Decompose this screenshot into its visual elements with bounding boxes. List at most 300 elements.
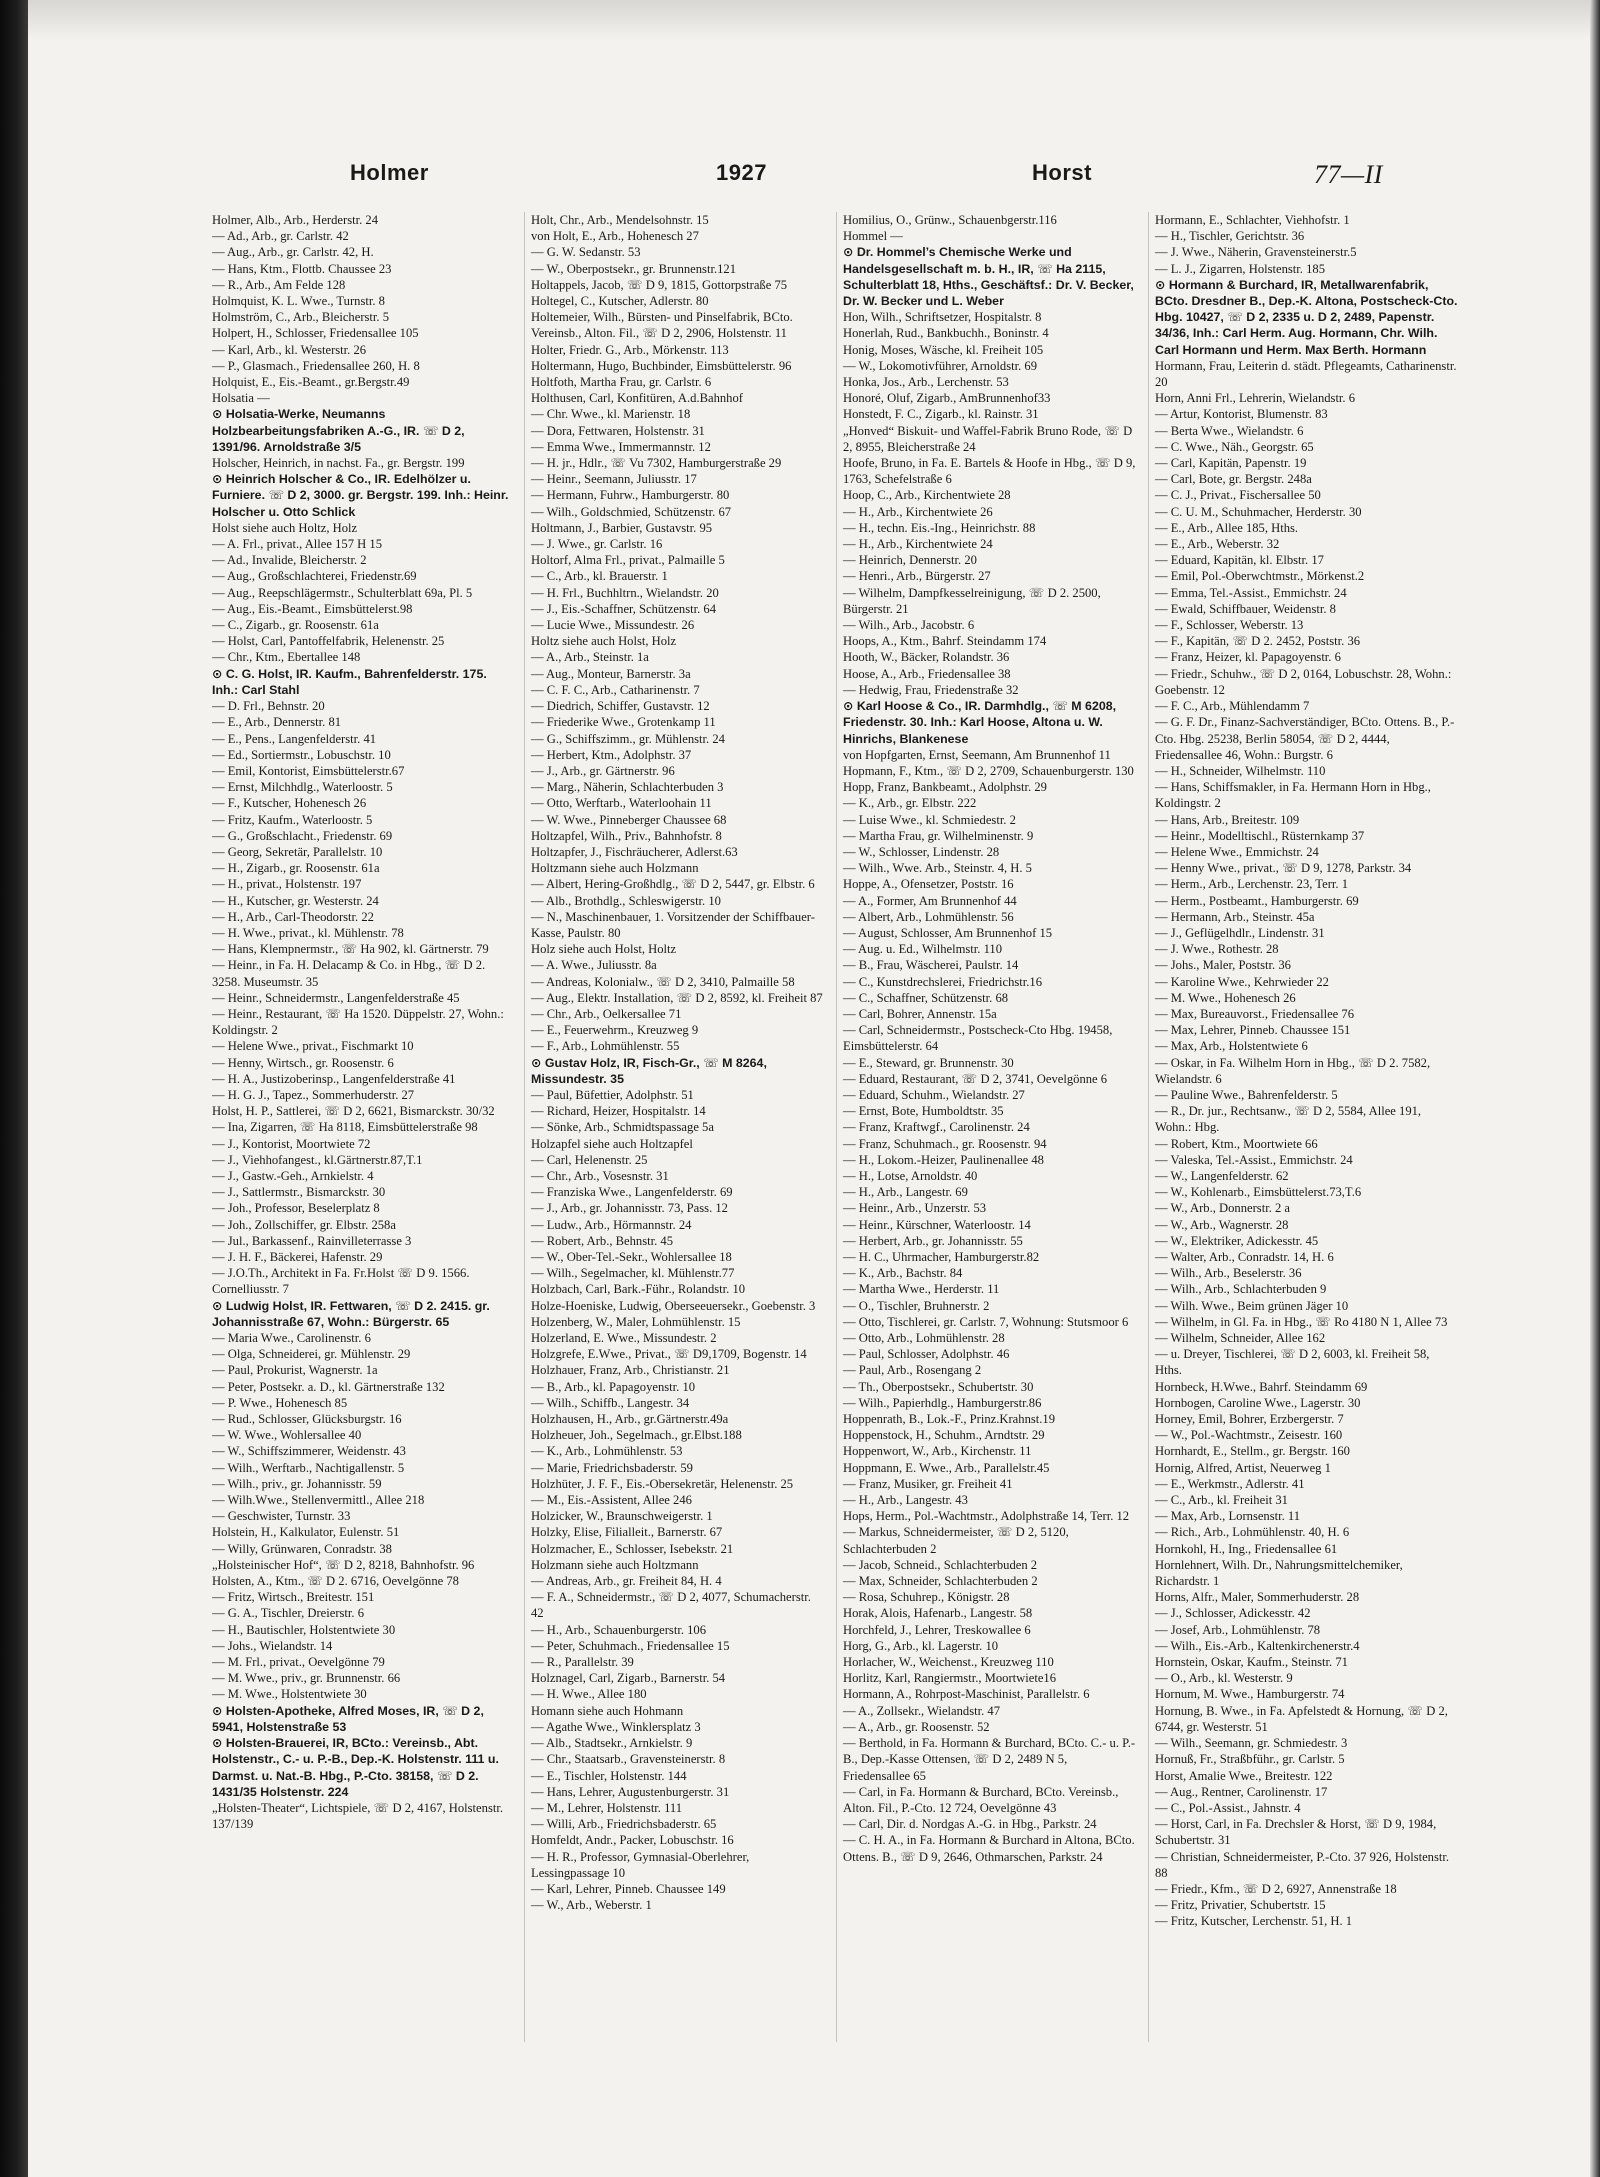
directory-entry: — Lucie Wwe., Missundestr. 26: [531, 618, 695, 633]
directory-entry: — M., Eis.-Assistent, Allee 246: [531, 1493, 692, 1508]
directory-entry: — K., Arb., Lohmühlenstr. 53: [531, 1444, 683, 1459]
directory-entry: Hoppmann, E. Wwe., Arb., Parallelstr.45: [843, 1460, 1050, 1475]
directory-entry: — J., Geflügelhdlr., Lindenstr. 31: [1155, 925, 1325, 940]
directory-entry: Holmer, Alb., Arb., Herderstr. 24: [212, 213, 378, 227]
directory-entry: — D. Frl., Behnstr. 20: [212, 699, 325, 714]
directory-entry: — Henri., Arb., Bürgerstr. 27: [843, 569, 991, 584]
directory-entry: ⊙ C. G. Holst, IR. Kaufm., Bahrenfelderstr. 175. Inh.: Carl Stahl: [212, 666, 487, 697]
directory-entry: — M., Lehrer, Holstenstr. 111: [531, 1800, 683, 1815]
directory-entry: ⊙ Hormann & Burchard, IR, Metallwarenfabrik, BCto. Dresdner B., Dep.-K. Altona, Postscheck-Cto. Hbg. 10427, ☏ D 2, 2335 u. D 2, 2489, Papenstr. 34/36, Inh.: Carl Herm. Aug. Hormann, Chr. Wilh. Carl Hormann und Herm. Max Berth. Hormann: [1155, 277, 1458, 357]
directory-entry: — C., Zigarb., gr. Roosenstr. 61a: [212, 618, 379, 633]
page-header: [112, 160, 1542, 196]
directory-entry: — Berta Wwe., Wielandstr. 6: [1155, 423, 1304, 438]
directory-entry: Holtzapfer, J., Fischräucherer, Adlerst.63: [531, 844, 738, 859]
directory-entry: — Fritz, Privatier, Schubertstr. 15: [1155, 1898, 1326, 1913]
directory-entry: — Carl, Kapitän, Papenstr. 19: [1155, 456, 1307, 471]
directory-entry: — Willi, Arb., Friedrichsbaderstr. 65: [531, 1817, 717, 1832]
directory-entry: — J. H. F., Bäckerei, Hafenstr. 29: [212, 1250, 383, 1264]
directory-entry: — C. H. A., in Fa. Hormann & Burchard in Altona, BCto. Ottens. B., ☏ D 9, 2646, Othmarschen, Parkstr. 24: [843, 1833, 1135, 1864]
directory-entry: — Wilh., Wwe. Arb., Steinstr. 4, H. 5: [843, 861, 1032, 876]
directory-entry: — H. jr., Hdlr., ☏ Vu 7302, Hamburgerstraße 29: [531, 456, 782, 471]
directory-entry: — Ad., Arb., gr. Carlstr. 42: [212, 229, 349, 244]
directory-entry: — J., Sattlermstr., Bismarckstr. 30: [212, 1185, 386, 1200]
directory-entry: — Hermann, Arb., Steinstr. 45a: [1155, 909, 1315, 924]
directory-entry: Hoppenstock, H., Schuhm., Arndtstr. 29: [843, 1428, 1045, 1443]
directory-entry: Holzgrefe, E.Wwe., Privat., ☏ D9,1709, Bogenstr. 14: [531, 1347, 807, 1362]
directory-entry: — Martha Frau, gr. Wilhelminenstr. 9: [843, 828, 1034, 843]
directory-entry: — Johs., Wielandstr. 14: [212, 1638, 333, 1653]
directory-entry: — G. F. Dr., Finanz-Sachverständiger, BCto. Ottens. B., P.-Cto. Hbg. 25238, Berlin 58054, ☏ D 2, 4444, Friedensallee 46, Wohn.: Burgstr. 6: [1155, 715, 1455, 762]
directory-entry: — Hans, Ktm., Flottb. Chaussee 23: [212, 261, 392, 276]
directory-entry: — M. Wwe., priv., gr. Brunnenstr. 66: [212, 1671, 401, 1686]
header-first-name: Holmer: [350, 160, 429, 185]
directory-entry: — Heinr., Modelltischl., Rüsternkamp 37: [1155, 828, 1365, 843]
directory-entry: — Albert, Hering-Großhdlg., ☏ D 2, 5447, gr. Elbstr. 6: [531, 877, 815, 892]
directory-entry: Hornlehnert, Wilh. Dr., Nahrungsmittelchemiker, Richardstr. 1: [1155, 1557, 1403, 1589]
directory-entry: — M. Wwe., Hohenesch 26: [1155, 990, 1296, 1005]
directory-entry: — Herbert, Arb., gr. Johannisstr. 55: [843, 1233, 1023, 1248]
directory-entry: — Maria Wwe., Carolinenstr. 6: [212, 1331, 371, 1346]
directory-entry: — Rud., Schlosser, Glücksburgstr. 16: [212, 1412, 402, 1427]
directory-entry: — Paul, Arb., Rosengang 2: [843, 1363, 982, 1378]
directory-entry: — C., Arb., kl. Brauerstr. 1: [531, 569, 668, 584]
directory-entry: — Aug. u. Ed., Wilhelmstr. 110: [843, 942, 1003, 957]
directory-entry: — Helene Wwe., privat., Fischmarkt 10: [212, 1039, 414, 1054]
directory-entry: — Georg, Sekretär, Parallelstr. 10: [212, 844, 383, 859]
directory-entry: — Aug., Großschlachterei, Friedenstr.69: [212, 569, 417, 584]
directory-entry: — Agathe Wwe., Winklersplatz 3: [531, 1719, 701, 1734]
directory-entry: — J., Gastw.-Geh., Arnkielstr. 4: [212, 1168, 374, 1183]
directory-entry: — G. A., Tischler, Dreierstr. 6: [212, 1606, 365, 1621]
directory-entry: Hornum, M. Wwe., Hamburgerstr. 74: [1155, 1687, 1345, 1702]
directory-entry: — R., Parallelstr. 39: [531, 1655, 634, 1670]
directory-entry: — Henny, Wirtsch., gr. Roosenstr. 6: [212, 1055, 394, 1070]
directory-entry: — A., Former, Am Brunnenhof 44: [843, 893, 1017, 908]
directory-entry: — Friedr., Kfm., ☏ D 2, 6927, Annenstraße 18: [1155, 1881, 1397, 1896]
directory-entry: Hoppe, A., Ofensetzer, Poststr. 16: [843, 877, 1014, 892]
directory-entry: — Franz, Kraftwgf., Carolinenstr. 24: [843, 1120, 1030, 1135]
directory-entry: — A. Frl., privat., Allee 157 H 15: [212, 537, 383, 552]
directory-entry: — Franz, Schuhmach., gr. Roosenstr. 94: [843, 1136, 1047, 1151]
directory-entry: — C. F. C., Arb., Catharinenstr. 7: [531, 682, 700, 697]
directory-entry: Hornung, B. Wwe., in Fa. Apfelstedt & Hornung, ☏ D 2, 6744, gr. Westerstr. 51: [1155, 1703, 1448, 1734]
directory-entry: — Chr., Arb., Vosesnstr. 31: [531, 1168, 669, 1183]
directory-entry: Holtfoth, Martha Frau, gr. Carlstr. 6: [531, 375, 712, 390]
directory-entry: — Hedwig, Frau, Friedenstraße 32: [843, 682, 1019, 697]
directory-entry: — Paul, Büfettier, Adolphstr. 51: [531, 1087, 694, 1102]
directory-entry: von Holt, E., Arb., Hohenesch 27: [531, 229, 699, 244]
directory-entry: Holsatia —: [212, 391, 270, 406]
directory-entry: — R., Dr. jur., Rechtsanw., ☏ D 2, 5584, Allee 191, Wohn.: Hbg.: [1155, 1104, 1422, 1135]
directory-entry: — Karl, Arb., kl. Westerstr. 26: [212, 342, 367, 357]
directory-entry: — Eduard, Restaurant, ☏ D 2, 3741, Oevelgönne 6: [843, 1071, 1108, 1086]
directory-entry: Holzicker, W., Braunschweigerstr. 1: [531, 1509, 713, 1524]
directory-entry: — A., Zollsekr., Wielandstr. 47: [843, 1703, 1001, 1718]
directory-entry: — Hans, Arb., Breitestr. 109: [1155, 812, 1300, 827]
directory-entry: Homilius, O., Grünw., Schauenbgerstr.116: [843, 213, 1057, 227]
directory-entry: — Wilhelm, Dampfkesselreinigung, ☏ D 2. 2500, Bürgerstr. 21: [843, 585, 1101, 616]
directory-entry: — H., Arb., Carl-Theodorstr. 22: [212, 909, 374, 924]
directory-entry: — E., Arb., Weberstr. 32: [1155, 537, 1280, 552]
directory-entry: — Chr., Staatsarb., Gravensteinerstr. 8: [531, 1752, 726, 1767]
directory-entry: Holtmann, J., Barbier, Gustavstr. 95: [531, 520, 713, 535]
directory-entry: — L. J., Zigarren, Holstenstr. 185: [1155, 261, 1325, 276]
directory-entry: — Heinr., Schneidermstr., Langenfelderstraße 45: [212, 990, 460, 1005]
directory-entry: Holthusen, Carl, Konfitüren, A.d.Bahnhof: [531, 391, 743, 406]
directory-entry: — Carl, Schneidermstr., Postscheck-Cto Hbg. 19458, Eimsbüttelerstr. 64: [843, 1023, 1113, 1054]
directory-entry: — Wilh., Segelmacher, kl. Mühlenstr.77: [531, 1266, 735, 1281]
directory-entry: — Chr., Ktm., Ebertallee 148: [212, 650, 361, 665]
directory-entry: Hommel —: [843, 229, 903, 244]
directory-entry: — Geschwister, Turnstr. 33: [212, 1509, 351, 1524]
directory-entry: — H., Kutscher, gr. Westerstr. 24: [212, 893, 379, 908]
directory-entry: — W. Wwe., Pinneberger Chaussee 68: [531, 812, 727, 827]
directory-entry: Hormann, E., Schlachter, Viehhofstr. 1: [1155, 213, 1350, 227]
directory-column-3: [836, 212, 1136, 2042]
directory-entry: — Diedrich, Schiffer, Gustavstr. 12: [531, 699, 710, 714]
directory-entry: Hoop, C., Arb., Kirchentwiete 28: [843, 488, 1011, 503]
directory-entry: — E., Pens., Langenfelderstr. 41: [212, 731, 377, 746]
header-page-number: 77—II: [1314, 160, 1383, 189]
directory-entry: — Peter, Schuhmach., Friedensallee 15: [531, 1638, 730, 1653]
directory-entry: — Wilh., Arb., Schlachterbuden 9: [1155, 1282, 1327, 1297]
directory-entry: — Oskar, in Fa. Wilhelm Horn in Hbg., ☏ D 2. 7582, Wielandstr. 6: [1155, 1055, 1431, 1086]
directory-entry: Holzhausen, H., Arb., gr.Gärtnerstr.49a: [531, 1412, 729, 1427]
directory-entry: — A. Wwe., Juliusstr. 8a: [531, 958, 657, 973]
directory-entry: — H., techn. Eis.-Ing., Heinrichstr. 88: [843, 520, 1036, 535]
directory-entry: — Karoline Wwe., Kehrwieder 22: [1155, 974, 1329, 989]
directory-entry: — Eduard, Kapitän, kl. Elbstr. 17: [1155, 553, 1324, 568]
directory-entry: von Hopfgarten, Ernst, Seemann, Am Brunnenhof 11: [843, 747, 1111, 762]
directory-entry: — Willy, Grünwaren, Conradstr. 38: [212, 1541, 392, 1556]
scan-edge-left: [0, 0, 28, 2177]
directory-entry: — B., Frau, Wäscherei, Paulstr. 14: [843, 958, 1019, 973]
directory-entry: Hoose, A., Arb., Friedensallee 38: [843, 666, 1011, 681]
directory-entry: — Herm., Postbeamt., Hamburgerstr. 69: [1155, 893, 1359, 908]
directory-entry: — Walter, Arb., Conradstr. 14, H. 6: [1155, 1250, 1334, 1264]
directory-entry: ⊙ Heinrich Holscher & Co., IR. Edelhölzer u. Furniere. ☏ D 2, 3000. gr. Bergstr. 199. Inh.: Heinr. Holscher u. Otto Schlick: [212, 472, 509, 519]
directory-entry: — Peter, Postsekr. a. D., kl. Gärtnerstraße 132: [212, 1379, 445, 1394]
directory-entry: — Carl, Dir. d. Nordgas A.-G. in Hbg., Parkstr. 24: [843, 1817, 1097, 1832]
directory-entry: — C., Schaffner, Schützenstr. 68: [843, 990, 1009, 1005]
directory-entry: — Franz, Heizer, kl. Papagoyenstr. 6: [1155, 650, 1341, 665]
directory-entry: Hon, Wilh., Schriftsetzer, Hospitalstr. 8: [843, 310, 1042, 325]
directory-entry: — Helene Wwe., Emmichstr. 24: [1155, 844, 1319, 859]
directory-entry: Hornhardt, E., Stellm., gr. Bergstr. 160: [1155, 1444, 1350, 1459]
directory-entry: — H., Zigarb., gr. Roosenstr. 61a: [212, 861, 380, 876]
directory-entry: — J., Viehhofangest., kl.Gärtnerstr.87,T.1: [212, 1152, 423, 1167]
directory-entry: Hops, Herm., Pol.-Wachtmstr., Adolphstraße 14, Terr. 12: [843, 1509, 1130, 1524]
directory-entry: — N., Maschinenbauer, 1. Vorsitzender der Schiffbauer-Kasse, Paulstr. 80: [531, 909, 815, 940]
directory-columns: [112, 212, 1542, 2042]
directory-entry: — W., Lokomotivführer, Arnoldstr. 69: [843, 358, 1037, 373]
directory-entry: Horchfeld, J., Lehrer, Treskowallee 6: [843, 1622, 1031, 1637]
directory-entry: — H., Bautischler, Holstentwiete 30: [212, 1622, 396, 1637]
directory-entry: Hormann, Frau, Leiterin d. städt. Pflegeamts, Catharinenstr. 20: [1155, 358, 1457, 390]
directory-entry: — H. A., Justizoberinsp., Langenfelderstraße 41: [212, 1071, 456, 1086]
directory-entry: — Herm., Arb., Lerchenstr. 23, Terr. 1: [1155, 877, 1348, 892]
directory-page: [112, 160, 1542, 2060]
directory-entry: — Jul., Barkassenf., Rainvilleterrasse 3: [212, 1233, 412, 1248]
directory-entry: — Otto, Werftarb., Waterloohain 11: [531, 796, 712, 811]
directory-entry: — Wilh.Wwe., Stellenvermittl., Allee 218: [212, 1493, 425, 1508]
directory-entry: Holtermann, Hugo, Buchbinder, Eimsbüttelerstr. 96: [531, 358, 792, 373]
directory-entry: — Friedr., Schuhw., ☏ D 2, 0164, Lobuschstr. 28, Wohn.: Goebenstr. 12: [1155, 666, 1452, 697]
directory-entry: „Holsteinischer Hof“, ☏ D 2, 8218, Bahnhofstr. 96: [212, 1557, 475, 1572]
directory-entry: — C., Pol.-Assist., Jahnstr. 4: [1155, 1800, 1301, 1815]
directory-entry: — Ed., Sortiermstr., Lobuschstr. 10: [212, 747, 391, 762]
directory-entry: Horney, Emil, Bohrer, Erzbergerstr. 7: [1155, 1412, 1344, 1427]
header-year: 1927: [716, 160, 767, 185]
directory-entry: Horg, G., Arb., kl. Lagerstr. 10: [843, 1638, 999, 1653]
directory-entry: „Honved“ Biskuit- und Waffel-Fabrik Bruno Rode, ☏ D 2, 8955, Bleicherstraße 24: [843, 423, 1133, 454]
directory-entry: Horak, Alois, Hafenarb., Langestr. 58: [843, 1606, 1033, 1621]
directory-entry: — Sönke, Arb., Schmidtspassage 5a: [531, 1120, 714, 1135]
directory-entry: Horns, Alfr., Maler, Sommerhuderstr. 28: [1155, 1590, 1360, 1605]
directory-entry: — Fritz, Kaufm., Waterloostr. 5: [212, 812, 373, 827]
directory-entry: Holquist, E., Eis.-Beamt., gr.Bergstr.49: [212, 375, 410, 390]
directory-entry: — J., Eis.-Schaffner, Schützenstr. 64: [531, 601, 716, 616]
directory-entry: — E., Tischler, Holstenstr. 144: [531, 1768, 687, 1783]
directory-entry: — Eduard, Schuhm., Wielandstr. 27: [843, 1087, 1025, 1102]
directory-entry: — W., Arb., Weberstr. 1: [531, 1898, 652, 1913]
scan-top-shadow: [28, 0, 1600, 40]
directory-entry: ⊙ Holsten-Apotheke, Alfred Moses, IR, ☏ D 2, 5941, Holstenstraße 53: [212, 1703, 484, 1734]
directory-entry: — Valeska, Tel.-Assist., Emmichstr. 24: [1155, 1152, 1353, 1167]
directory-entry: — F., Schlosser, Weberstr. 13: [1155, 618, 1304, 633]
directory-entry: — Chr. Wwe., kl. Marienstr. 18: [531, 407, 691, 422]
directory-entry: — C. Wwe., Näh., Georgstr. 65: [1155, 439, 1314, 454]
directory-entry: — Wilh., Arb., Jacobstr. 6: [843, 618, 975, 633]
directory-entry: ⊙ Holsten-Brauerei, IR, BCto.: Vereinsb., Abt. Holstenstr., C.- u. P.-B., Dep.-K. Holstenstr. 111 u. Darmst. u. Nat.-B. Hbg., P.-Cto. 38158, ☏ D 2. 1431/35 Holstenstr. 224: [212, 1736, 499, 1799]
directory-entry: Holzhüter, J. F. F., Eis.-Obersekretär, Helenenstr. 25: [531, 1476, 794, 1491]
directory-entry: — H., Lotse, Arnoldstr. 40: [843, 1168, 978, 1183]
directory-entry: ⊙ Gustav Holz, IR, Fisch-Gr., ☏ M 8264, Missundestr. 35: [531, 1055, 767, 1086]
directory-entry: — C., Arb., kl. Freiheit 31: [1155, 1493, 1288, 1508]
directory-entry: — A., Arb., Steinstr. 1a: [531, 650, 649, 665]
directory-entry: — E., Arb., Dennerstr. 81: [212, 715, 342, 730]
directory-entry: Holznagel, Carl, Zigarb., Barnerstr. 54: [531, 1671, 726, 1686]
directory-entry: ⊙ Holsatia-Werke, Neumanns Holzbearbeitungsfabriken A.-G., IR. ☏ D 2, 1391/96. Arnoldstraße 3/5: [212, 407, 465, 454]
directory-entry: — Christian, Schneidermeister, P.-Cto. 37 926, Holstenstr. 88: [1155, 1849, 1450, 1880]
directory-entry: — Hans, Lehrer, Augustenburgerstr. 31: [531, 1784, 730, 1799]
directory-entry: ⊙ Dr. Hommel’s Chemische Werke und Handelsgesellschaft m. b. H., IR, ☏ Ha 2115, Schulterblatt 18, Hths., Geschäftsf.: Dr. V. Becker, Dr. W. Becker und L. Weber: [843, 245, 1134, 309]
directory-entry: — W., Schlosser, Lindenstr. 28: [843, 844, 1000, 859]
directory-entry: — J. Wwe., Rothestr. 28: [1155, 942, 1279, 957]
directory-entry: — H. G. J., Tapez., Sommerhuderstr. 27: [212, 1087, 415, 1102]
directory-entry: — H. Wwe., Allee 180: [531, 1687, 647, 1702]
directory-entry: — Emil, Kontorist, Eimsbüttelerstr.67: [212, 763, 405, 778]
directory-entry: — E., Steward, gr. Brunnenstr. 30: [843, 1055, 1014, 1070]
directory-entry: — H., privat., Holstenstr. 197: [212, 877, 362, 892]
directory-entry: — Marie, Friedrichsbaderstr. 59: [531, 1460, 693, 1475]
directory-entry: — Max, Bureauvorst., Friedensallee 76: [1155, 1006, 1355, 1021]
directory-entry: — Henny Wwe., privat., ☏ D 9, 1278, Parkstr. 34: [1155, 861, 1412, 876]
header-last-name: Horst: [1032, 160, 1092, 185]
directory-entry: — Hans, Klempnermstr., ☏ Ha 902, kl. Gärtnerstr. 79: [212, 942, 489, 957]
directory-entry: Hornbeck, H.Wwe., Bahrf. Steindamm 69: [1155, 1379, 1368, 1394]
directory-entry: Horlacher, W., Weichenst., Kreuzweg 110: [843, 1655, 1054, 1670]
directory-entry: Homfeldt, Andr., Packer, Lobuschstr. 16: [531, 1833, 734, 1848]
directory-entry: — Ina, Zigarren, ☏ Ha 8118, Eimsbüttelerstraße 98: [212, 1120, 478, 1135]
directory-entry: — H., Schneider, Wilhelmstr. 110: [1155, 763, 1326, 778]
directory-entry: — F., Kutscher, Hohenesch 26: [212, 796, 367, 811]
directory-entry: — J., Kontorist, Moortwiete 72: [212, 1136, 371, 1151]
directory-entry: — G., Großschlacht., Friedenstr. 69: [212, 828, 393, 843]
directory-entry: Holstein, H., Kalkulator, Eulenstr. 51: [212, 1525, 400, 1540]
directory-entry: Honstedt, F. C., Zigarb., kl. Rainstr. 31: [843, 407, 1039, 422]
directory-entry: — H., Arb., Schauenburgerstr. 106: [531, 1622, 707, 1637]
directory-entry: — F. A., Schneidermstr., ☏ D 2, 4077, Schumacherstr. 42: [531, 1590, 811, 1621]
directory-entry: — Andreas, Kolonialw., ☏ D 2, 3410, Palmaille 58: [531, 974, 795, 989]
directory-entry: — Th., Oberpostsekr., Schubertstr. 30: [843, 1379, 1034, 1394]
directory-entry: — H., Lokom.-Heizer, Paulinenallee 48: [843, 1152, 1044, 1167]
directory-entry: Holmquist, K. L. Wwe., Turnstr. 8: [212, 294, 385, 309]
directory-entry: — W., Langenfelderstr. 62: [1155, 1168, 1289, 1183]
directory-entry: — H. Frl., Buchhltrn., Wielandstr. 20: [531, 585, 719, 600]
directory-entry: Holzenberg, W., Maler, Lohmühlenstr. 15: [531, 1314, 741, 1329]
directory-entry: — Carl, Bote, gr. Bergstr. 248a: [1155, 472, 1312, 487]
scan-edge-right: [1590, 0, 1600, 2177]
directory-entry: — Dora, Fettwaren, Holstenstr. 31: [531, 423, 705, 438]
directory-entry: — Rosa, Schuhrep., Königstr. 28: [843, 1590, 1010, 1605]
directory-entry: — Franziska Wwe., Langenfelderstr. 69: [531, 1185, 733, 1200]
directory-entry: Holscher, Heinrich, in nachst. Fa., gr. Bergstr. 199: [212, 456, 465, 471]
directory-entry: Holmström, C., Arb., Bleicherstr. 5: [212, 310, 390, 325]
directory-entry: — Franz, Musiker, gr. Freiheit 41: [843, 1476, 1013, 1491]
directory-entry: Honerlah, Rud., Bankbuchh., Boninstr. 4: [843, 326, 1049, 341]
directory-entry: — Wilh., Papierhdlg., Hamburgerstr.86: [843, 1395, 1042, 1410]
directory-entry: Holst siehe auch Holtz, Holz: [212, 520, 358, 535]
directory-entry: — W. Wwe., Wohlersallee 40: [212, 1428, 362, 1443]
directory-entry: Hoppenrath, B., Lok.-F., Prinz.Krahnst.19: [843, 1412, 1056, 1427]
directory-entry: Holtz siehe auch Holst, Holz: [531, 634, 677, 649]
directory-entry: Hornuß, Fr., Straßbführ., gr. Carlstr. 5: [1155, 1752, 1345, 1767]
directory-entry: — Ernst, Milchhdlg., Waterloostr. 5: [212, 780, 393, 795]
directory-entry: — C., Kunstdrechslerei, Friedrichstr.16: [843, 974, 1043, 989]
directory-entry: — Heinr., Arb., Unzerstr. 53: [843, 1201, 987, 1216]
directory-entry: Horlitz, Karl, Rangiermstr., Moortwiete16: [843, 1671, 1056, 1686]
directory-entry: — Max, Arb., Holstentwiete 6: [1155, 1039, 1308, 1054]
directory-entry: — Max, Lehrer, Pinneb. Chaussee 151: [1155, 1023, 1351, 1038]
directory-entry: — P. Wwe., Hohenesch 85: [212, 1395, 348, 1410]
directory-entry: — Olga, Schneiderei, gr. Mühlenstr. 29: [212, 1347, 411, 1362]
directory-entry: Horst, Amalie Wwe., Breitestr. 122: [1155, 1768, 1333, 1783]
directory-entry: — Luise Wwe., kl. Schmiedestr. 2: [843, 812, 1016, 827]
directory-entry: — H., Arb., Kirchentwiete 24: [843, 537, 993, 552]
directory-entry: Holter, Friedr. G., Arb., Mörkenstr. 113: [531, 342, 729, 357]
directory-entry: — O., Tischler, Bruhnerstr. 2: [843, 1298, 990, 1313]
directory-entry: Homann siehe auch Hohmann: [531, 1703, 684, 1718]
directory-entry: — Aug., Monteur, Barnerstr. 3a: [531, 666, 691, 681]
directory-entry: — H., Arb., Kirchentwiete 26: [843, 504, 993, 519]
directory-entry: Holtorf, Alma Frl., privat., Palmaille 5: [531, 553, 725, 568]
directory-entry: — J. Wwe., Näherin, Gravensteinerstr.5: [1155, 245, 1357, 260]
directory-entry: — Heinr., Restaurant, ☏ Ha 1520. Düppelstr. 27, Wohn.: Koldingstr. 2: [212, 1006, 504, 1038]
directory-entry: — W., Arb., Donnerstr. 2 a: [1155, 1201, 1291, 1216]
directory-entry: Holzmacher, E., Schlosser, Isebekstr. 21: [531, 1541, 734, 1556]
directory-entry: Honig, Moses, Wäsche, kl. Freiheit 105: [843, 342, 1044, 357]
directory-entry: — Wilh., Werftarb., Nachtigallenstr. 5: [212, 1460, 405, 1475]
directory-entry: — Friederike Wwe., Grotenkamp 11: [531, 715, 716, 730]
directory-entry: — Ernst, Bote, Humboldtstr. 35: [843, 1104, 1004, 1119]
directory-entry: ⊙ Ludwig Holst, IR. Fettwaren, ☏ D 2. 2415. gr. Johannisstraße 67, Wohn.: Bürgerstr. 65: [212, 1298, 490, 1329]
directory-entry: Holzmann siehe auch Holtzmann: [531, 1557, 699, 1572]
directory-entry: — E., Feuerwehrm., Kreuzweg 9: [531, 1023, 699, 1038]
directory-entry: — C. U. M., Schuhmacher, Herderstr. 30: [1155, 504, 1362, 519]
directory-entry: Hooth, W., Bäcker, Rolandstr. 36: [843, 650, 1010, 665]
directory-entry: — H., Arb., Langestr. 69: [843, 1185, 968, 1200]
directory-entry: — Paul, Prokurist, Wagnerstr. 1a: [212, 1363, 378, 1378]
directory-entry: Holze-Hoeniske, Ludwig, Oberseeuersekr., Goebenstr. 3: [531, 1298, 816, 1313]
directory-entry: — C. J., Privat., Fischersallee 50: [1155, 488, 1321, 503]
directory-entry: — Alb., Brothdlg., Schleswigerstr. 10: [531, 893, 721, 908]
directory-column-2: [524, 212, 824, 2042]
directory-entry: Holtemeier, Wilh., Bürsten- und Pinselfabrik, BCto. Vereinsb., Alton. Fil., ☏ D 2, 2906, Holstenstr. 11: [531, 310, 793, 341]
directory-entry: — Karl, Lehrer, Pinneb. Chaussee 149: [531, 1881, 726, 1896]
directory-entry: — Ludw., Arb., Hörmannstr. 24: [531, 1217, 692, 1232]
directory-entry: — Hermann, Fuhrw., Hamburgerstr. 80: [531, 488, 730, 503]
directory-entry: — Martha Wwe., Herderstr. 11: [843, 1282, 1000, 1297]
directory-entry: — Wilh., Seemann, gr. Schmiedestr. 3: [1155, 1736, 1348, 1751]
directory-entry: — Emma Wwe., Immermannstr. 12: [531, 439, 711, 454]
directory-entry: — K., Arb., Bachstr. 84: [843, 1266, 963, 1281]
directory-entry: Horn, Anni Frl., Lehrerin, Wielandstr. 6: [1155, 391, 1356, 406]
directory-column-1: [212, 212, 512, 2042]
directory-entry: — Markus, Schneidermeister, ☏ D 2, 5120, Schlachterbuden 2: [843, 1525, 1069, 1556]
directory-entry: — H. C., Uhrmacher, Hamburgerstr.82: [843, 1250, 1040, 1264]
directory-entry: — Wilh., Eis.-Arb., Kaltenkirchenerstr.4: [1155, 1638, 1360, 1653]
directory-entry: Holtzapfel, Wilh., Priv., Bahnhofstr. 8: [531, 828, 722, 843]
directory-entry: — E., Werkmstr., Adlerstr. 41: [1155, 1476, 1305, 1491]
directory-entry: — B., Arb., kl. Papagoyenstr. 10: [531, 1379, 696, 1394]
directory-entry: Honka, Jos., Arb., Lerchenstr. 53: [843, 375, 1009, 390]
directory-entry: — Hans, Schiffsmakler, in Fa. Hermann Horn in Hbg., Koldingstr. 2: [1155, 780, 1431, 811]
directory-entry: — Marg., Näherin, Schlachterbuden 3: [531, 780, 724, 795]
directory-entry: — Artur, Kontorist, Blumenstr. 83: [1155, 407, 1328, 422]
directory-entry: — E., Arb., Allee 185, Hths.: [1155, 520, 1299, 535]
directory-entry: — Aug., Arb., gr. Carlstr. 42, H.: [212, 245, 374, 260]
directory-entry: — Wilh., Goldschmied, Schützenstr. 67: [531, 504, 732, 519]
directory-entry: — J., Schlosser, Adickesstr. 42: [1155, 1606, 1311, 1621]
directory-entry: — F. C., Arb., Mühlendamm 7: [1155, 699, 1310, 714]
directory-entry: — Emma, Tel.-Assist., Emmichstr. 24: [1155, 585, 1347, 600]
directory-entry: — u. Dreyer, Tischlerei, ☏ D 2, 6003, kl. Freiheit 58, Hths.: [1155, 1347, 1430, 1378]
directory-entry: — Josef, Arb., Lohmühlenstr. 78: [1155, 1622, 1321, 1637]
directory-entry: — W., Pol.-Wachtmstr., Zeisestr. 160: [1155, 1428, 1343, 1443]
directory-entry: — Robert, Arb., Behnstr. 45: [531, 1233, 674, 1248]
directory-entry: — W., Elektriker, Adickesstr. 45: [1155, 1233, 1319, 1248]
directory-entry: — W., Kohlenarb., Eimsbüttelerst.73,T.6: [1155, 1185, 1362, 1200]
directory-entry: — J., Arb., gr. Johannisstr. 73, Pass. 12: [531, 1201, 728, 1216]
directory-entry: — Joh., Zollschiffer, gr. Elbstr. 258a: [212, 1217, 396, 1232]
directory-entry: — Chr., Arb., Oelkersallee 71: [531, 1006, 682, 1021]
directory-entry: Hornkohl, H., Ing., Friedensallee 61: [1155, 1541, 1338, 1556]
directory-entry: Hornbogen, Caroline Wwe., Lagerstr. 30: [1155, 1395, 1361, 1410]
directory-entry: — J.O.Th., Architekt in Fa. Fr.Holst ☏ D 9. 1566. Cornelliusstr. 7: [212, 1266, 470, 1297]
directory-entry: — W., Oberpostsekr., gr. Brunnenstr.121: [531, 261, 736, 276]
directory-entry: — R., Arb., Am Felde 128: [212, 277, 346, 292]
directory-entry: — Rich., Arb., Lohmühlenstr. 40, H. 6: [1155, 1525, 1350, 1540]
directory-entry: — Max, Arb., Lornsenstr. 11: [1155, 1509, 1301, 1524]
directory-entry: Holtegel, C., Kutscher, Adlerstr. 80: [531, 294, 709, 309]
directory-entry: — Emil, Pol.-Oberwchtmstr., Mörkenst.2: [1155, 569, 1365, 584]
directory-entry: Holt, Chr., Arb., Mendelsohnstr. 15: [531, 213, 709, 227]
directory-entry: Hoppenwort, W., Arb., Kirchenstr. 11: [843, 1444, 1032, 1459]
directory-entry: — M. Frl., privat., Oevelgönne 79: [212, 1655, 385, 1670]
directory-entry: — J., Arb., gr. Gärtnerstr. 96: [531, 763, 675, 778]
directory-entry: Holst, H. P., Sattlerei, ☏ D 2, 6621, Bismarckstr. 30/32: [212, 1104, 495, 1119]
